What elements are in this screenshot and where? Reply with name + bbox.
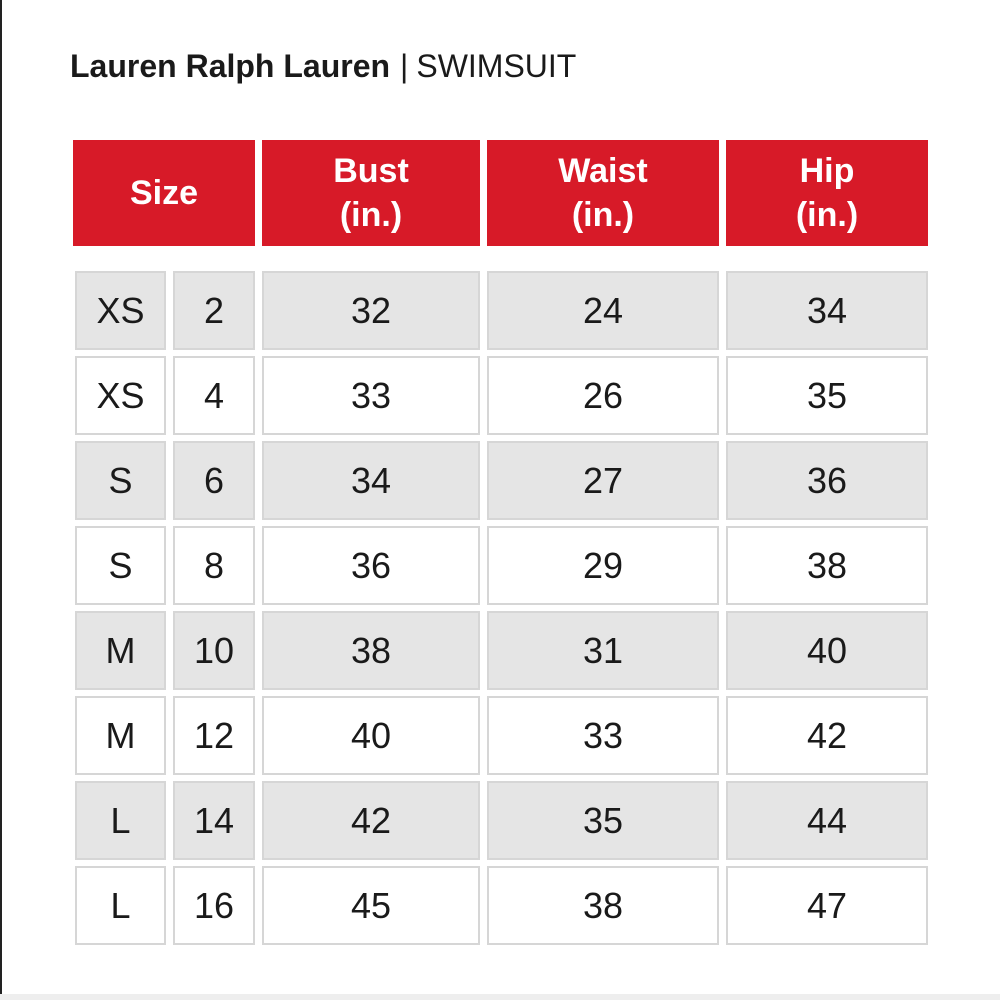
waist-cell: 33	[487, 696, 719, 775]
size-number-cell: 10	[173, 611, 255, 690]
header-waist-unit: (in.)	[571, 196, 635, 234]
hip-cell: 40	[726, 611, 928, 690]
header-waist	[487, 140, 719, 246]
size-letter-cell: L	[75, 781, 166, 860]
size-number-cell: 8	[173, 526, 255, 605]
waist-cell: 31	[487, 611, 719, 690]
brand-name: Lauren Ralph Lauren	[70, 48, 391, 84]
bust-cell: 33	[262, 356, 480, 435]
size-letter-cell: M	[75, 611, 166, 690]
frame-left-border	[0, 0, 2, 1000]
title-separator: |	[400, 48, 409, 84]
size-letter-cell: XS	[75, 271, 166, 350]
frame-bottom-border	[0, 994, 1000, 1000]
header-waist-label: Waist	[558, 152, 648, 190]
size-letter-cell: XS	[75, 356, 166, 435]
hip-cell: 38	[726, 526, 928, 605]
hip-cell: 36	[726, 441, 928, 520]
size-number-cell: 2	[173, 271, 255, 350]
waist-cell: 27	[487, 441, 719, 520]
hip-cell: 34	[726, 271, 928, 350]
header-hip	[726, 140, 928, 246]
header-bust-unit: (in.)	[339, 196, 403, 234]
bust-cell: 32	[262, 271, 480, 350]
header-hip-label: Hip	[799, 152, 855, 190]
size-number-cell: 4	[173, 356, 255, 435]
product-type: SWIMSUIT	[416, 48, 577, 84]
waist-cell: 24	[487, 271, 719, 350]
bust-cell: 34	[262, 441, 480, 520]
header-size-label: Size	[129, 174, 199, 212]
hip-cell: 47	[726, 866, 928, 945]
size-letter-cell: M	[75, 696, 166, 775]
header-hip-unit: (in.)	[795, 196, 859, 234]
size-letter-cell: S	[75, 441, 166, 520]
bust-cell: 42	[262, 781, 480, 860]
hip-cell: 42	[726, 696, 928, 775]
header-bust-label: Bust	[333, 152, 409, 190]
waist-cell: 29	[487, 526, 719, 605]
bust-cell: 38	[262, 611, 480, 690]
bust-cell: 40	[262, 696, 480, 775]
size-number-cell: 14	[173, 781, 255, 860]
header-size	[73, 140, 255, 246]
size-number-cell: 16	[173, 866, 255, 945]
waist-cell: 35	[487, 781, 719, 860]
header-bust	[262, 140, 480, 246]
size-number-cell: 12	[173, 696, 255, 775]
hip-cell: 35	[726, 356, 928, 435]
size-number-cell: 6	[173, 441, 255, 520]
hip-cell: 44	[726, 781, 928, 860]
bust-cell: 45	[262, 866, 480, 945]
waist-cell: 38	[487, 866, 719, 945]
chart-title	[70, 46, 576, 86]
waist-cell: 26	[487, 356, 719, 435]
bust-cell: 36	[262, 526, 480, 605]
size-letter-cell: L	[75, 866, 166, 945]
size-letter-cell: S	[75, 526, 166, 605]
